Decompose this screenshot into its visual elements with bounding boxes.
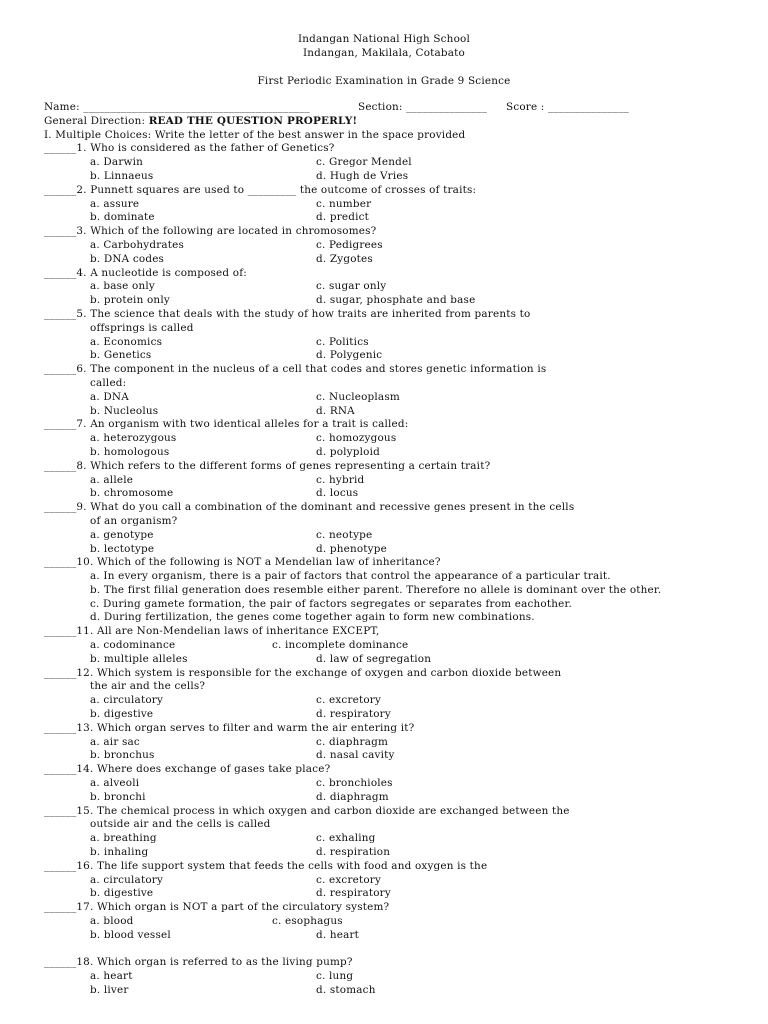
question-11 [44,625,748,666]
question-stem: ______4. A nucleotide is composed of: [44,266,247,279]
answer-option: b. inhaling [90,846,149,859]
answer-option: c. diaphragm [316,735,389,748]
answer-option: c. exhaling [316,832,376,845]
answer-option: b. bronchi [90,790,146,803]
answer-option: a. genotype [90,528,154,541]
score-field: Score : _______________ [506,101,629,113]
answer-option: b. multiple alleles [90,652,188,665]
exam-title: First Periodic Examination in Grade 9 Science [257,75,511,87]
question-stem-continuation: offsprings is called [90,321,194,334]
section-field: Section: _______________ [358,101,488,113]
options-row [44,791,748,805]
answer-option: b. bronchus [90,749,155,762]
options-row [44,653,748,667]
answer-option: a. alveoli [90,777,140,790]
answer-option: c. incomplete dominance [272,639,409,652]
answer-option: b. Genetics [90,349,152,362]
direction-label: General Direction: [44,114,149,127]
options-row [44,929,748,943]
answer-option: b. Nucleolus [90,404,159,417]
answer-option: c. excretory [316,873,382,886]
answer-option: b. lectotype [90,542,155,555]
answer-option: a. heart [90,970,133,983]
question-13 [44,722,748,763]
options-row [44,915,748,929]
question-stem: ______5. The science that deals with the study of how traits are inherited from parents to [44,307,531,320]
answer-option: a. circulatory [90,694,164,707]
options-row [44,432,748,446]
answer-option: c. neotype [316,528,373,541]
question-4 [44,267,748,308]
answer-option: b. protein only [90,294,170,307]
question-stem: ______16. The life support system that feeds the cells with food and oxygen is the [44,859,488,872]
answer-option: a. In every organism, there is a pair of factors that control the appearance of a particular trait. [90,570,611,583]
answer-option: a. blood [90,915,134,928]
options-row [44,846,748,860]
answer-option: c. esophagus [272,915,343,928]
question-stem-continuation: the air and the cells? [90,680,206,693]
answer-option: c. excretory [316,694,382,707]
options-row [44,749,748,763]
question-2 [44,184,748,225]
question-18 [44,943,748,998]
options-row [44,708,748,722]
answer-option: c. bronchioles [316,777,393,790]
options-row [44,474,748,488]
options-row [44,294,748,308]
options-row [44,253,748,267]
answer-option: c. lung [316,970,354,983]
answer-option: d. During fertilization, the genes come together again to form new combinations. [90,611,535,624]
question-stem: ______12. Which system is responsible for the exchange of oxygen and carbon dioxide between [44,666,562,679]
options-row [44,639,748,653]
answer-option: b. chromosome [90,487,174,500]
answer-option: a. Darwin [90,156,144,169]
options-row [44,336,748,350]
answer-option: a. codominance [90,639,176,652]
question-stem: ______1. Who is considered as the father of Genetics? [44,142,335,155]
answer-option: d. law of segregation [316,652,432,665]
question-stem: ______11. All are Non-Mendelian laws of inheritance EXCEPT, [44,625,380,638]
question-stem: ______6. The component in the nucleus of a cell that codes and stores genetic information is [44,363,547,376]
answer-option: a. Economics [90,335,163,348]
question-1 [44,142,748,183]
options-row [44,777,748,791]
question-12 [44,667,748,722]
question-stem-continuation: outside air and the cells is called [90,818,271,831]
options-row [44,239,748,253]
answer-option: b. digestive [90,887,154,900]
name-section-score-line [44,101,748,115]
question-stem: ______3. Which of the following are located in chromosomes? [44,225,377,238]
answer-option: c. homozygous [316,432,397,445]
answer-option: d. respiratory [316,708,391,721]
direction-text: READ THE QUESTION PROPERLY! [148,114,358,127]
options-row [44,543,748,557]
answer-option: d. RNA [316,404,355,417]
answer-option: b. homologous [90,445,170,458]
options-row [44,156,748,170]
answer-option: c. Politics [316,335,369,348]
answer-option: b. blood vessel [90,928,171,941]
answer-option: d. respiration [316,846,391,859]
options-row [44,405,748,419]
question-stem-continuation: called: [90,376,127,389]
answer-option: d. nasal cavity [316,749,395,762]
options-row [44,170,748,184]
school-address: Indangan, Makilala, Cotabato [302,47,466,59]
options-row [44,874,748,888]
answer-option: d. phenotype [316,542,387,555]
options-row [44,970,748,984]
answer-option: c. Nucleoplasm [316,390,400,403]
question-list [44,142,748,997]
question-stem: ______13. Which organ serves to filter and warm the air entering it? [44,721,415,734]
answer-option: c. Pedigrees [316,238,383,251]
answer-option: d. Zygotes [316,252,373,265]
answer-option: d. Hugh de Vries [316,169,409,182]
options-row [44,211,748,225]
options-row [44,832,748,846]
question-6 [44,363,748,418]
answer-option: c. number [316,197,372,210]
answer-option: c. hybrid [316,473,365,486]
answer-option: d. stomach [316,984,376,996]
exam-content [44,101,748,998]
answer-option: d. predict [316,211,369,224]
question-stem: ______14. Where does exchange of gases take place? [44,763,331,776]
options-row [44,887,748,901]
answer-option: a. base only [90,280,155,293]
options-row [44,529,748,543]
options-row [44,487,748,501]
general-direction [44,115,748,129]
question-stem: ______2. Punnett squares are used to _________ the outcome of crosses of traits: [44,183,477,196]
answer-option: a. allele [90,473,134,486]
answer-option: a. circulatory [90,873,164,886]
name-field: Name: __________________________________________ [44,101,310,113]
question-15 [44,805,748,860]
answer-option: b. dominate [90,211,155,224]
answer-option: c. During gamete formation, the pair of factors segregates or separates from eachother. [90,597,572,610]
answer-option: b. The first filial generation does resemble either parent. Therefore no allele is dominant over the other. [90,583,662,596]
question-stem-continuation: of an organism? [90,514,178,527]
question-8 [44,460,748,501]
question-3 [44,225,748,266]
answer-option: a. DNA [90,390,129,403]
question-stem: ______7. An organism with two identical alleles for a trait is called: [44,418,409,431]
question-stem: ______17. Which organ is NOT a part of the circulatory system? [44,901,390,914]
exam-header [0,33,768,89]
options-row [44,984,748,998]
answer-option: c. Gregor Mendel [316,156,412,169]
answer-option: b. Linnaeus [90,169,154,182]
part-one-instructions: I. Multiple Choices: Write the letter of the best answer in the space provided [44,128,466,141]
options-row [44,349,748,363]
answer-option: d. polyploid [316,445,380,458]
answer-option: d. diaphragm [316,790,389,803]
answer-option: a. Carbohydrates [90,238,185,251]
options-row [44,391,748,405]
options-row [44,280,748,294]
answer-option: d. sugar, phosphate and base [316,294,476,307]
answer-option: a. assure [90,197,140,210]
question-stem: ______9. What do you call a combination of the dominant and recessive genes present in the cells [44,501,575,514]
question-16 [44,860,748,901]
answer-option: c. sugar only [316,280,387,293]
answer-option: b. DNA codes [90,252,165,265]
school-name: Indangan National High School [297,33,471,45]
answer-option: d. Polygenic [316,349,383,362]
answer-option: b. liver [90,984,129,996]
answer-option: b. digestive [90,708,154,721]
answer-option: d. respiratory [316,887,391,900]
answer-option: a. breathing [90,832,157,845]
options-row [44,198,748,212]
question-stem: ______15. The chemical process in which oxygen and carbon dioxide are exchanged between the [44,804,570,817]
answer-option: a. heterozygous [90,432,177,445]
question-10 [44,556,748,625]
options-row [44,446,748,460]
question-5 [44,308,748,363]
answer-option: a. air sac [90,735,140,748]
spacer [44,943,748,957]
question-stem: ______8. Which refers to the different forms of genes representing a certain trait? [44,459,491,472]
question-17 [44,901,748,942]
question-stem: ______18. Which organ is referred to as the living pump? [44,956,353,969]
options-row [44,736,748,750]
answer-option: d. heart [316,928,360,941]
options-row [44,694,748,708]
question-7 [44,418,748,459]
question-14 [44,763,748,804]
answer-option: d. locus [316,487,359,500]
question-9 [44,501,748,556]
question-stem: ______10. Which of the following is NOT a Mendelian law of inheritance? [44,556,441,569]
